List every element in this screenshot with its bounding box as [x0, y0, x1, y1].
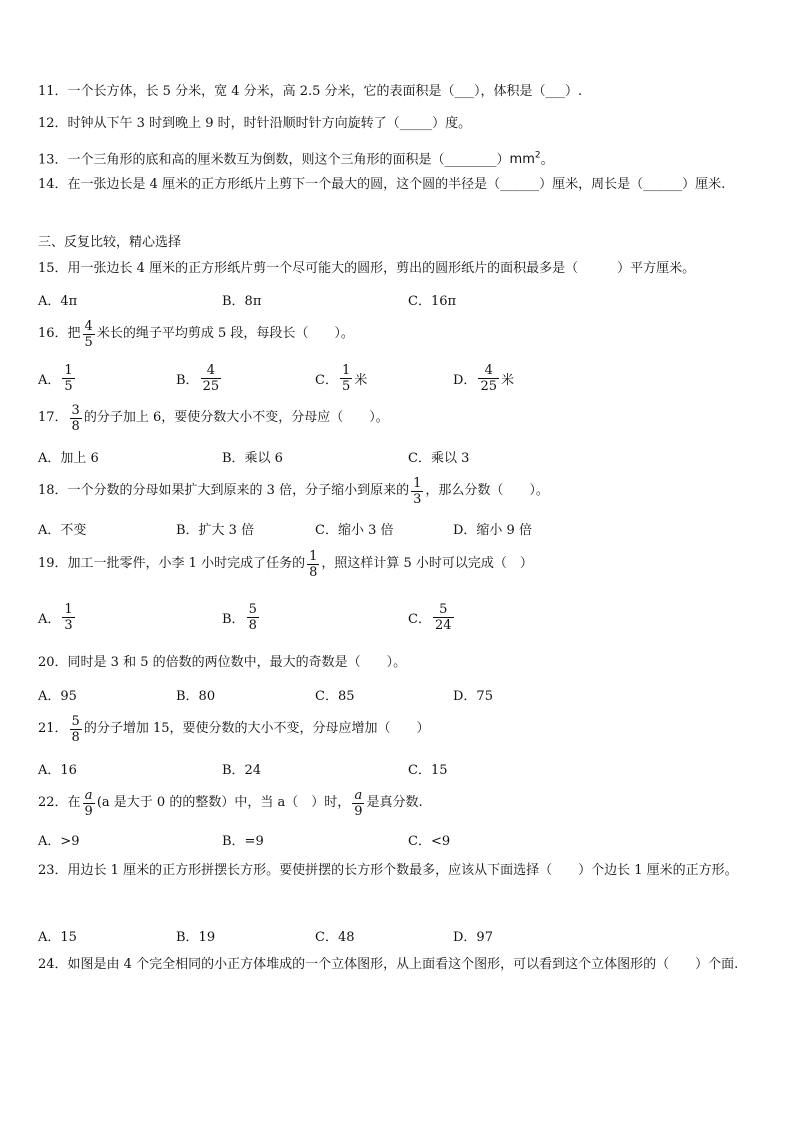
option-c[interactable]: C．85 — [315, 688, 355, 704]
question-20: 20．同时是 3 和 5 的倍数的两位数中，最大的奇数是（ ）。 — [38, 655, 407, 670]
option-c[interactable]: C．16π — [408, 293, 457, 309]
option-b[interactable]: B． $\frac{4}{25}$ — [176, 362, 220, 394]
option-d[interactable]: D．75 — [453, 688, 493, 704]
option-a[interactable]: A．>9 — [38, 833, 80, 849]
option-d[interactable]: D．97 — [453, 929, 493, 945]
option-a[interactable]: A． $\frac{1}{3}$ — [38, 601, 73, 633]
fraction: $\frac{a}{9}$ — [354, 787, 363, 819]
option-b[interactable]: B． $\frac{5}{8}$ — [222, 601, 257, 633]
option-c[interactable]: C． $\frac{1}{5}$ 米 — [315, 362, 368, 394]
option-c[interactable]: C．15 — [408, 762, 448, 778]
option-c[interactable]: C．<9 — [408, 833, 451, 849]
question-22: 22．在 $\frac{a}{9}$ (a 是大于 0 的的整数）中，当 a（ ）时， $\frac{a}{9}$ 是真分数. — [38, 787, 423, 819]
question-18: 18．一个分数的分母如果扩大到原来的 3 倍，分子缩小到原来的 $\frac{1}{3}$ ，那么分数（ ）。 — [38, 475, 549, 507]
option-a[interactable]: A．95 — [38, 688, 77, 704]
option-c[interactable]: C．48 — [315, 929, 355, 945]
question-14: 14．在一张边长是 4 厘米的正方形纸片上剪下一个最大的圆，这个圆的半径是（______）厘米，周长是（______）厘米. — [38, 177, 726, 192]
option-b[interactable]: B．19 — [176, 929, 216, 945]
question-24: 24．如图是由 4 个完全相同的小正方体堆成的一个立体图形，从上面看这个图形，可以看到这个立体图形的（ ）个面. — [38, 957, 739, 972]
question-13-text: 13．一个三角形的底和高的厘米数互为倒数，则这个三角形的面积是（________） — [38, 152, 510, 168]
question-23: 23．用边长 1 厘米的正方形拼摆长方形。要使拼摆的长方形个数最多，应该从下面选择（ ）个边长 1 厘米的正方形。 — [38, 863, 738, 878]
option-c[interactable]: C． $\frac{5}{24}$ — [408, 601, 452, 633]
question-17: 17． $\frac{3}{8}$ 的分子加上 6，要使分数大小不变，分母应（ ）。 — [38, 402, 389, 434]
question-15: 15．用一张边长 4 厘米的正方形纸片剪一个尽可能大的圆形，剪出的圆形纸片的面积最多是（ ）平方厘米。 — [38, 261, 696, 276]
fraction: $\frac{4}{5}$ — [84, 318, 93, 350]
option-b[interactable]: B．80 — [176, 688, 216, 704]
option-b[interactable]: B．扩大 3 倍 — [176, 522, 255, 538]
question-16-options — [38, 358, 758, 398]
question-12: 12．时钟从下午 3 时到晚上 9 时，时针沿顺时针方向旋转了（_____）度。 — [38, 116, 472, 131]
option-b[interactable]: B．=9 — [222, 833, 264, 849]
option-b[interactable]: B．8π — [222, 293, 262, 309]
question-19: 19．加工一批零件，小李 1 小时完成了任务的 $\frac{1}{8}$ ，照这样计算 5 小时可以完成（ ） — [38, 548, 533, 580]
question-21: 21． $\frac{5}{8}$ 的分子增加 15，要使分数的大小不变，分母应增加（ ） — [38, 713, 430, 745]
option-c[interactable]: C．缩小 3 倍 — [315, 522, 394, 538]
option-a[interactable]: A．15 — [38, 929, 77, 945]
option-a[interactable]: A．不变 — [38, 522, 87, 538]
option-a[interactable]: A．16 — [38, 762, 77, 778]
option-d[interactable]: D．缩小 9 倍 — [453, 522, 532, 538]
option-a[interactable]: A．加上 6 — [38, 450, 99, 466]
question-13: 13．一个三角形的底和高的厘米数互为倒数，则这个三角形的面积是$(\_\_\_\_\_\_\_\_)mm^2$。 — [38, 151, 554, 168]
section-heading: 三、反复比较，精心选择 — [38, 235, 182, 250]
question-19-options — [38, 597, 758, 637]
fraction: $\frac{5}{8}$ — [71, 713, 80, 745]
fraction: $\frac{1}{3}$ — [413, 475, 422, 507]
question-13-unit: $mm^2$ — [509, 151, 541, 168]
option-a[interactable]: A．4π — [38, 293, 78, 309]
fraction: $\frac{1}{8}$ — [309, 548, 318, 580]
option-b[interactable]: B．乘以 6 — [222, 450, 283, 466]
option-d[interactable]: D． $\frac{4}{25}$ 米 — [453, 362, 514, 394]
question-11: 11．一个长方体，长 5 分米，宽 4 分米，高 2.5 分米，它的表面积是（___），体积是（___）. — [38, 84, 583, 99]
fraction: $\frac{3}{8}$ — [71, 402, 80, 434]
option-c[interactable]: C．乘以 3 — [408, 450, 470, 466]
question-16: 16．把 $\frac{4}{5}$ 米长的绳子平均剪成 5 段，每段长（ ）。 — [38, 318, 354, 350]
option-b[interactable]: B．24 — [222, 762, 262, 778]
option-a[interactable]: A． $\frac{1}{5}$ — [38, 362, 73, 394]
fraction: $\frac{a}{9}$ — [84, 787, 93, 819]
